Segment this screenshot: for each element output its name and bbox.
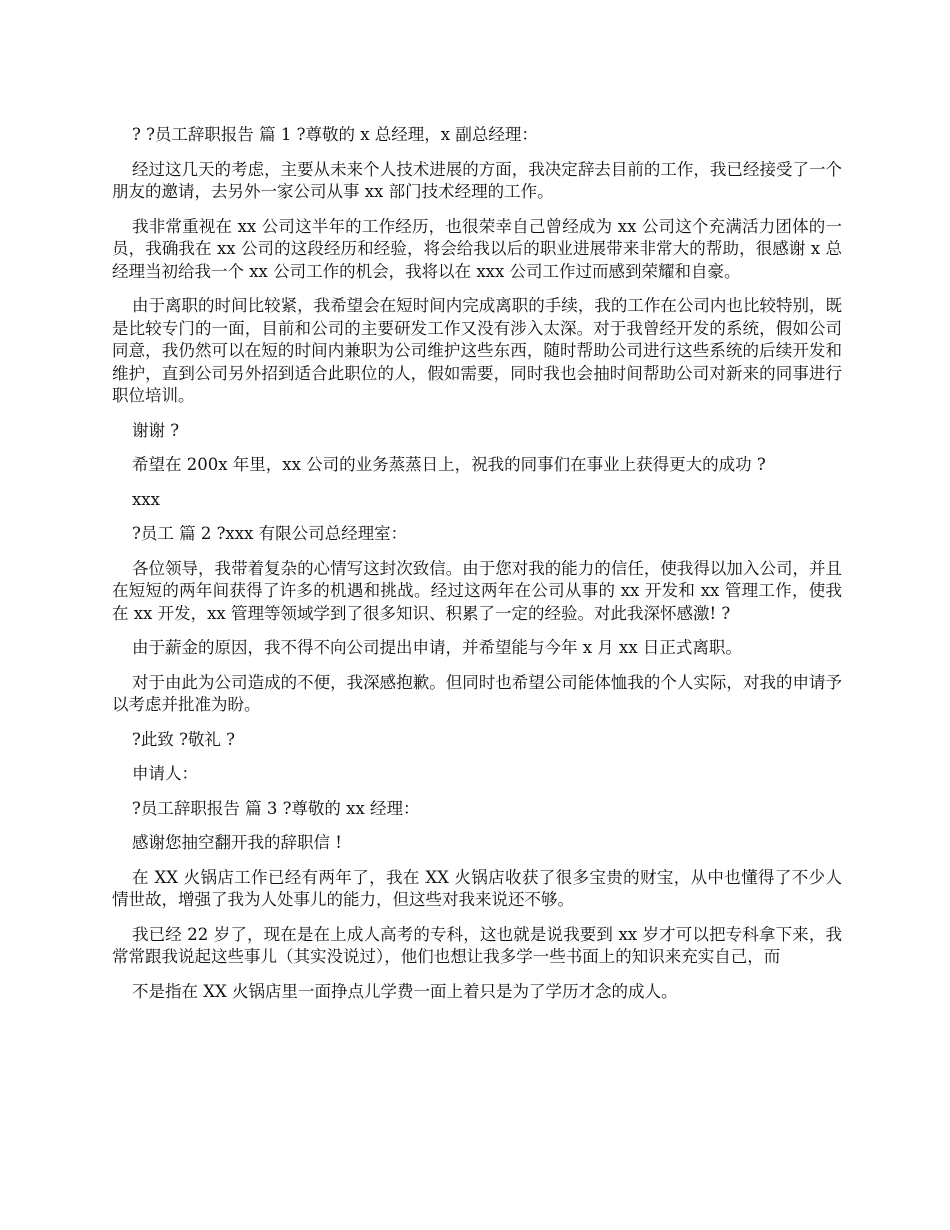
salutation-3: ?员工辞职报告 篇 3 ?尊敬的 xx 经理：	[132, 798, 420, 818]
body-paragraph: 不是指在 XX 火锅店里一面挣点儿学费一面上着只是为了学历才念的成人。	[132, 981, 678, 1001]
body-paragraph: 各位领导，我带着复杂的心情写这封次致信。由于您对我的能力的信任，使我得以加入公司，并且在短短的两年间获得了许多的机遇和挑战。经过这两年在公司从事的 xx 开发和 xx 管理工作，使我在 xx 开发，xx 管理等领域学到了很多知识、积累了一定的经验。对此我深怀感激! ?	[112, 558, 842, 623]
wish-line: 希望在 200x 年里，xx 公司的业务蒸蒸日上，祝我的同事们在事业上获得更大的成功 ?	[132, 455, 766, 474]
body-paragraph: 经过这几天的考虑，主要从未来个人技术进展的方面，我决定辞去目前的工作，我已经接受了一个朋友的邀请，去另外一家公司从事 xx 部门技术经理的工作。	[112, 159, 842, 201]
salutation-2: ?员工 篇 2 ?xxx 有限公司总经理室：	[132, 524, 408, 543]
closing-line: ?此致 ?敬礼 ?	[132, 729, 236, 749]
document-page	[112, 124, 842, 1015]
body-paragraph: 由于离职的时间比较紧，我希望会在短时间内完成离职的手续，我的工作在公司内也比较特别，既是比较专门的一面，目前和公司的主要研发工作又没有涉入太深。对于我曾经开发的系统，假如公司同意，我仍然可以在短的时间内兼职为公司维护这些东西，随时帮助公司进行这些系统的后续开发和维护，直到公司另外招到适合此职位的人，假如需要，同时我也会抽时间帮助公司对新来的同事进行职位培训。	[112, 296, 842, 405]
body-paragraph: 在 XX 火锅店工作已经有两年了，我在 XX 火锅店收获了很多宝贵的财宝，从中也懂得了不少人情世故，增强了我为人处事儿的能力，但这些对我来说还不够。	[112, 867, 842, 909]
body-paragraph: 我非常重视在 xx 公司这半年的工作经历，也很荣幸自己曾经成为 xx 公司这个充满活力团体的一员，我确我在 xx 公司的这段经历和经验，将会给我以后的职业进展带来非常大的帮助，很感谢 x 总经理当初给我一个 xx 公司工作的机会，我将以在 xxx 公司工作过而感到荣耀和自豪。	[112, 216, 842, 281]
applicant-line: 申请人：	[132, 764, 198, 783]
signature-line: xxx	[132, 489, 160, 509]
body-paragraph: 我已经 22 岁了，现在是在上成人高考的专科，这也就是说我要到 xx 岁才可以把专科拿下来，我常常跟我说起这些事儿（其实没说过），他们也想让我多学一些书面上的知识来充实自己，而	[112, 924, 842, 966]
thanks-line: 谢谢 ?	[132, 420, 180, 440]
salutation-1: ? ?员工辞职报告 篇 1 ?尊敬的 x 总经理，x 副总经理：	[132, 125, 538, 144]
body-paragraph: 感谢您抽空翻开我的辞职信 !	[132, 833, 342, 852]
body-paragraph: 对于由此为公司造成的不便，我深感抱歉。但同时也希望公司能体恤我的个人实际，对我的申请予以考虑并批准为盼。	[112, 672, 842, 714]
body-paragraph: 由于薪金的原因，我不得不向公司提出申请，并希望能与今年 x 月 xx 日正式离职。	[132, 638, 742, 657]
